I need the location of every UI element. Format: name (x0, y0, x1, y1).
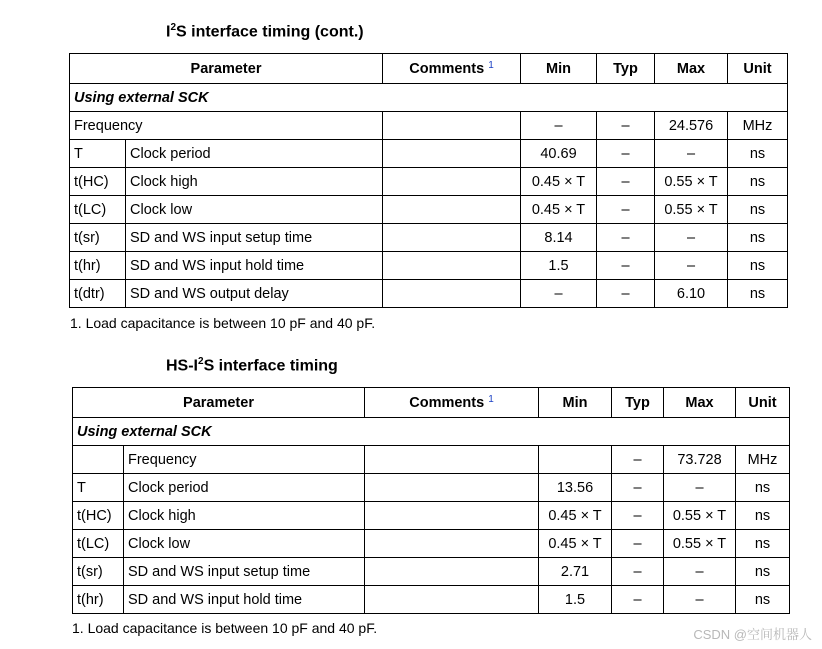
param-name: Clock high (126, 168, 383, 196)
table1-footnote: 1. Load capacitance is between 10 pF and 40 pF. (70, 315, 376, 331)
table-row (73, 502, 790, 530)
unit-cell: ns (728, 252, 788, 280)
table-row (70, 280, 788, 308)
min-cell: 0.45 × T (539, 502, 612, 530)
min-cell: 0.45 × T (521, 168, 597, 196)
header-unit: Unit (728, 54, 788, 84)
param-name: Frequency (124, 446, 365, 474)
typ-cell: – (597, 196, 655, 224)
typ-cell: – (597, 168, 655, 196)
table-row (73, 474, 790, 502)
table-row (73, 586, 790, 614)
param-name: Clock high (124, 502, 365, 530)
param-symbol: t(HC) (73, 502, 124, 530)
footnote-ref[interactable]: 1 (488, 394, 494, 405)
comments-cell (383, 252, 521, 280)
typ-cell: – (597, 112, 655, 140)
param-symbol: Frequency (70, 112, 383, 140)
footnote-ref[interactable]: 1 (488, 60, 494, 71)
min-cell: – (521, 280, 597, 308)
unit-cell: ns (736, 502, 790, 530)
unit-cell: ns (728, 196, 788, 224)
comments-cell (383, 140, 521, 168)
param-symbol: t(hr) (70, 252, 126, 280)
comments-cell (383, 280, 521, 308)
typ-cell: – (612, 530, 664, 558)
table-row (73, 558, 790, 586)
comments-cell (365, 502, 539, 530)
i2s-timing-table (69, 53, 788, 308)
unit-cell: ns (728, 280, 788, 308)
typ-cell: – (612, 446, 664, 474)
param-name: Clock period (126, 140, 383, 168)
comments-cell (365, 530, 539, 558)
section-label: Using external SCK (70, 84, 788, 112)
header-comments: Comments $^1$ (365, 388, 539, 418)
header-unit: Unit (736, 388, 790, 418)
param-symbol: t(sr) (73, 558, 124, 586)
param-name: SD and WS output delay (126, 280, 383, 308)
section-row (70, 84, 788, 112)
unit-cell: MHz (728, 112, 788, 140)
param-symbol (73, 446, 124, 474)
comments-cell (365, 558, 539, 586)
max-cell: – (664, 558, 736, 586)
header-min: Min (521, 54, 597, 84)
header-max: Max (664, 388, 736, 418)
typ-cell: – (612, 502, 664, 530)
header-parameter: Parameter (70, 54, 383, 84)
max-cell: 0.55 × T (655, 168, 728, 196)
param-name: Clock period (124, 474, 365, 502)
comments-cell (383, 168, 521, 196)
max-cell: 73.728 (664, 446, 736, 474)
max-cell: – (655, 252, 728, 280)
comments-cell (383, 224, 521, 252)
max-cell: – (655, 224, 728, 252)
comments-cell (365, 586, 539, 614)
min-cell: 1.5 (521, 252, 597, 280)
min-cell: 40.69 (521, 140, 597, 168)
param-name: SD and WS input hold time (124, 586, 365, 614)
comments-cell (383, 112, 521, 140)
table-row (73, 446, 790, 474)
table-header-row (70, 54, 788, 84)
header-parameter: Parameter (73, 388, 365, 418)
param-symbol: t(sr) (70, 224, 126, 252)
header-typ: Typ (597, 54, 655, 84)
typ-cell: – (597, 224, 655, 252)
typ-cell: – (597, 140, 655, 168)
header-typ: Typ (612, 388, 664, 418)
table2-title: $HS-I^2S$ interface timing (166, 356, 338, 375)
watermark: CSDN @空间机器人 (693, 627, 812, 642)
unit-cell: MHz (736, 446, 790, 474)
unit-cell: ns (736, 474, 790, 502)
table-header-row (73, 388, 790, 418)
hs-i2s-timing-table (72, 387, 790, 614)
param-symbol: t(LC) (70, 196, 126, 224)
typ-cell: – (612, 474, 664, 502)
section-label: Using external SCK (73, 418, 790, 446)
table-row (70, 112, 788, 140)
param-symbol: t(HC) (70, 168, 126, 196)
min-cell: 0.45 × T (521, 196, 597, 224)
max-cell: 0.55 × T (655, 196, 728, 224)
param-name: Clock low (124, 530, 365, 558)
param-name: SD and WS input setup time (126, 224, 383, 252)
max-cell: – (664, 586, 736, 614)
header-max: Max (655, 54, 728, 84)
param-symbol: t(hr) (73, 586, 124, 614)
table-row (70, 196, 788, 224)
header-comments: Comments $^1$ (383, 54, 521, 84)
header-min: Min (539, 388, 612, 418)
param-symbol: t(dtr) (70, 280, 126, 308)
max-cell: – (664, 474, 736, 502)
param-name: SD and WS input setup time (124, 558, 365, 586)
table-row (70, 224, 788, 252)
table-row (70, 252, 788, 280)
max-cell: 0.55 × T (664, 502, 736, 530)
typ-cell: – (612, 586, 664, 614)
param-symbol: t(LC) (73, 530, 124, 558)
param-symbol: T (70, 140, 126, 168)
max-cell: 0.55 × T (664, 530, 736, 558)
table1-title: $I^2S$ interface timing (cont.) (166, 22, 364, 41)
min-cell: 13.56 (539, 474, 612, 502)
max-cell: 6.10 (655, 280, 728, 308)
typ-cell: – (597, 280, 655, 308)
min-cell: 1.5 (539, 586, 612, 614)
min-cell: 2.71 (539, 558, 612, 586)
section-row (73, 418, 790, 446)
param-symbol: T (73, 474, 124, 502)
typ-cell: – (612, 558, 664, 586)
min-cell (539, 446, 612, 474)
table-row (70, 168, 788, 196)
comments-cell (365, 446, 539, 474)
unit-cell: ns (736, 530, 790, 558)
unit-cell: ns (728, 140, 788, 168)
unit-cell: ns (736, 586, 790, 614)
typ-cell: – (597, 252, 655, 280)
min-cell: 0.45 × T (539, 530, 612, 558)
min-cell: – (521, 112, 597, 140)
unit-cell: ns (736, 558, 790, 586)
param-name: SD and WS input hold time (126, 252, 383, 280)
comments-cell (383, 196, 521, 224)
max-cell: – (655, 140, 728, 168)
max-cell: 24.576 (655, 112, 728, 140)
comments-cell (365, 474, 539, 502)
table-row (73, 530, 790, 558)
unit-cell: ns (728, 168, 788, 196)
table2-footnote: 1. Load capacitance is between 10 pF and 40 pF. (72, 620, 378, 636)
min-cell: 8.14 (521, 224, 597, 252)
unit-cell: ns (728, 224, 788, 252)
param-name: Clock low (126, 196, 383, 224)
table-row (70, 140, 788, 168)
